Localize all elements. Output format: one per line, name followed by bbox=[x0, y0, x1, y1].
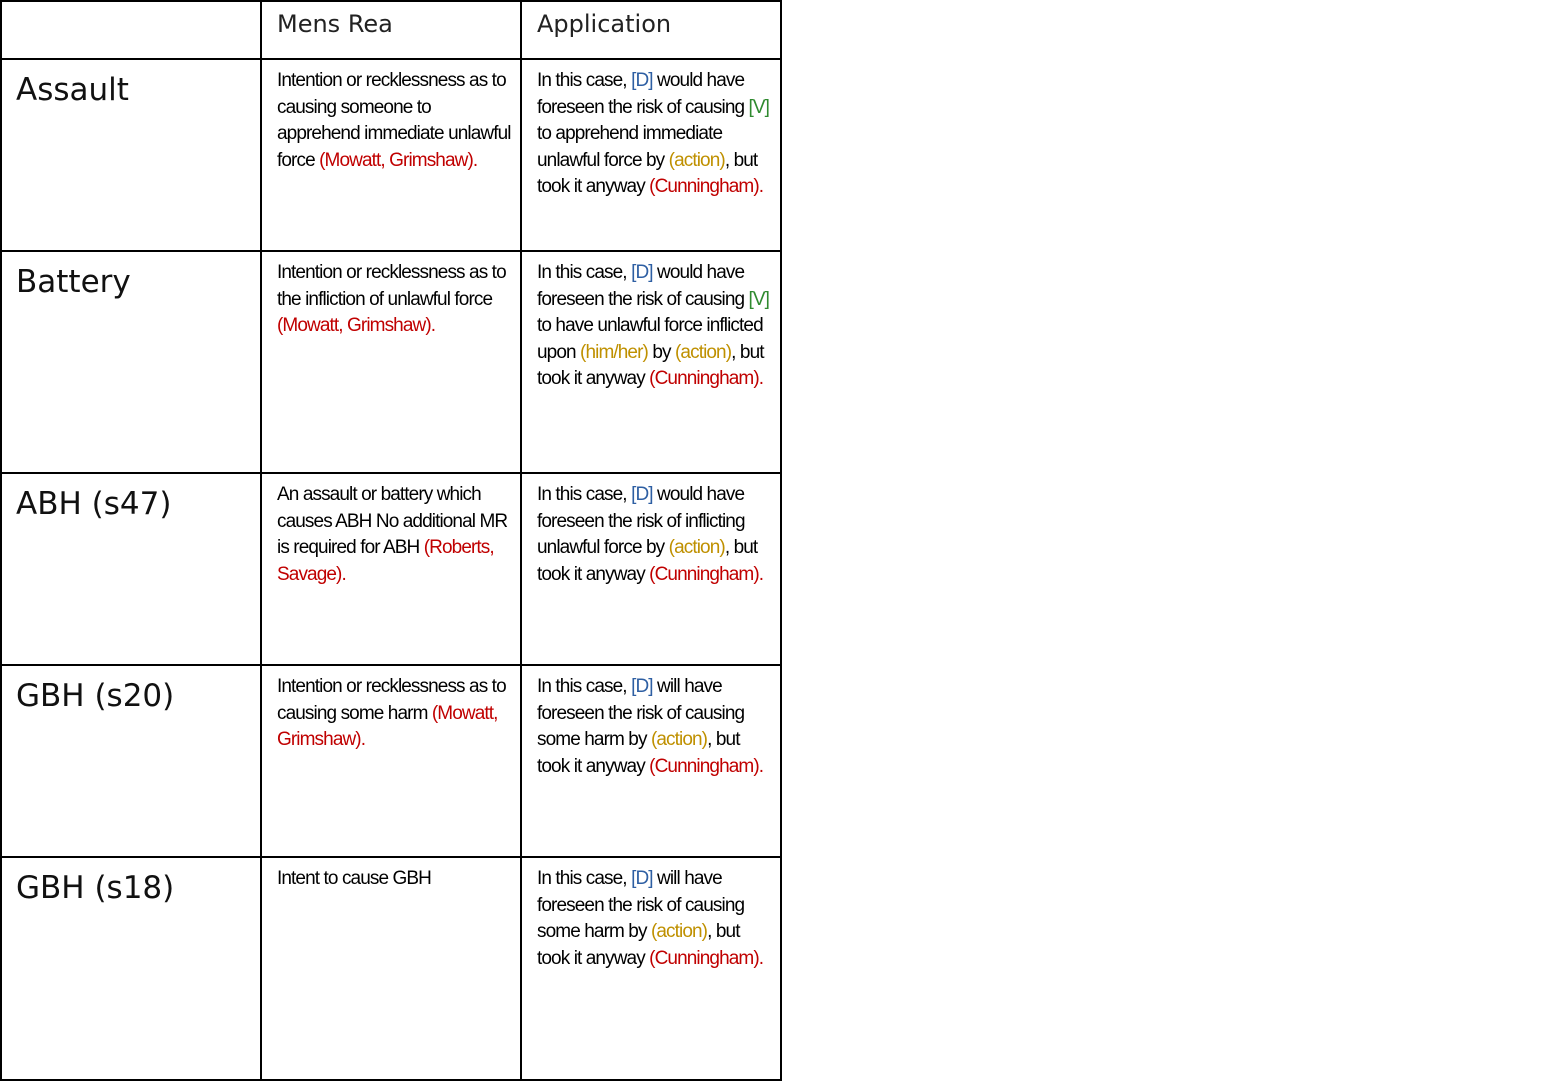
application-text: , but took it anyway bbox=[537, 149, 758, 197]
mens-rea-text: Intention or recklessness as to the infliction of unlawful force bbox=[277, 262, 506, 310]
table-row bbox=[1, 473, 781, 665]
mens-rea-cell bbox=[261, 473, 521, 665]
table-row bbox=[1, 857, 781, 1080]
mens-rea-cell bbox=[261, 665, 521, 857]
mens-rea-cell bbox=[261, 857, 521, 1080]
defendant-placeholder: [D] bbox=[631, 262, 653, 283]
application-cell bbox=[521, 665, 781, 857]
application-cell bbox=[521, 59, 781, 251]
application-text: would have foreseen the risk of causing bbox=[537, 70, 749, 118]
application-text: would have foreseen the risk of inflicting unlawful force by bbox=[537, 484, 745, 558]
victim-placeholder: [V] bbox=[748, 96, 770, 118]
application-text: In this case, bbox=[537, 262, 632, 283]
application-text: , but took it anyway bbox=[537, 729, 740, 777]
mens-rea-cell bbox=[261, 251, 521, 473]
offence-name: GBH (s20) bbox=[1, 665, 261, 857]
application-text: by bbox=[647, 341, 675, 363]
header-mens-rea: Mens Rea bbox=[261, 1, 521, 59]
case-citation: (Cunningham). bbox=[649, 368, 764, 389]
application-text: In this case, bbox=[537, 484, 632, 505]
application-text: to apprehend immediate unlawful force by bbox=[537, 123, 723, 171]
offence-name: ABH (s47) bbox=[1, 473, 261, 665]
application-cell bbox=[521, 473, 781, 665]
mens-rea-cell bbox=[261, 59, 521, 251]
pronoun-placeholder: (him/her) bbox=[580, 341, 648, 363]
application-text: , but took it anyway bbox=[537, 341, 764, 389]
action-placeholder: (action) bbox=[668, 537, 725, 558]
application-text: , but took it anyway bbox=[537, 921, 740, 969]
application-text: would have foreseen the risk of causing bbox=[537, 262, 749, 310]
action-placeholder: (action) bbox=[675, 341, 732, 363]
header-application: Application bbox=[521, 1, 781, 59]
defendant-placeholder: [D] bbox=[631, 484, 653, 505]
action-placeholder: (action) bbox=[650, 729, 708, 750]
victim-placeholder: [V] bbox=[748, 288, 770, 310]
mens-rea-text: Intention or recklessness as to causing some harm bbox=[277, 676, 506, 724]
mens-rea-text: Intention or recklessness as to causing someone to apprehend immediate unlawful force bbox=[277, 70, 511, 171]
offence-name: Assault bbox=[1, 59, 261, 251]
table-row bbox=[1, 59, 781, 251]
case-citation: (Roberts, Savage). bbox=[277, 537, 494, 585]
case-citation: (Mowatt, Grimshaw). bbox=[277, 315, 436, 336]
application-text: In this case, bbox=[537, 676, 632, 697]
case-citation: (Cunningham). bbox=[649, 947, 764, 969]
offence-name: GBH (s18) bbox=[1, 857, 261, 1080]
action-placeholder: (action) bbox=[650, 921, 708, 942]
application-cell bbox=[521, 251, 781, 473]
case-citation: (Mowatt, Grimshaw). bbox=[277, 702, 498, 750]
offence-name: Battery bbox=[1, 251, 261, 473]
defendant-placeholder: [D] bbox=[631, 676, 653, 697]
application-text: In this case, bbox=[537, 70, 632, 91]
defendant-placeholder: [D] bbox=[631, 70, 653, 91]
case-citation: (Cunningham). bbox=[649, 563, 764, 585]
case-citation: (Cunningham). bbox=[649, 176, 764, 197]
application-text: will have foreseen the risk of causing some harm by bbox=[537, 676, 745, 750]
application-cell bbox=[521, 857, 781, 1080]
application-text: , but took it anyway bbox=[537, 537, 758, 585]
case-citation: (Mowatt, Grimshaw). bbox=[319, 149, 478, 171]
table-row bbox=[1, 665, 781, 857]
defendant-placeholder: [D] bbox=[631, 868, 653, 889]
mens-rea-text: An assault or battery which causes ABH No additional MR is required for ABH bbox=[277, 484, 508, 558]
application-text: to have unlawful force inflicted upon bbox=[537, 315, 763, 363]
case-citation: (Cunningham). bbox=[649, 755, 764, 777]
mens-rea-text: Intent to cause GBH bbox=[277, 868, 431, 889]
application-text: will have foreseen the risk of causing some harm by bbox=[537, 868, 745, 942]
action-placeholder: (action) bbox=[668, 149, 725, 171]
header-offence bbox=[1, 1, 261, 59]
header-row bbox=[1, 1, 781, 59]
table-row bbox=[1, 251, 781, 473]
application-text: In this case, bbox=[537, 868, 632, 889]
